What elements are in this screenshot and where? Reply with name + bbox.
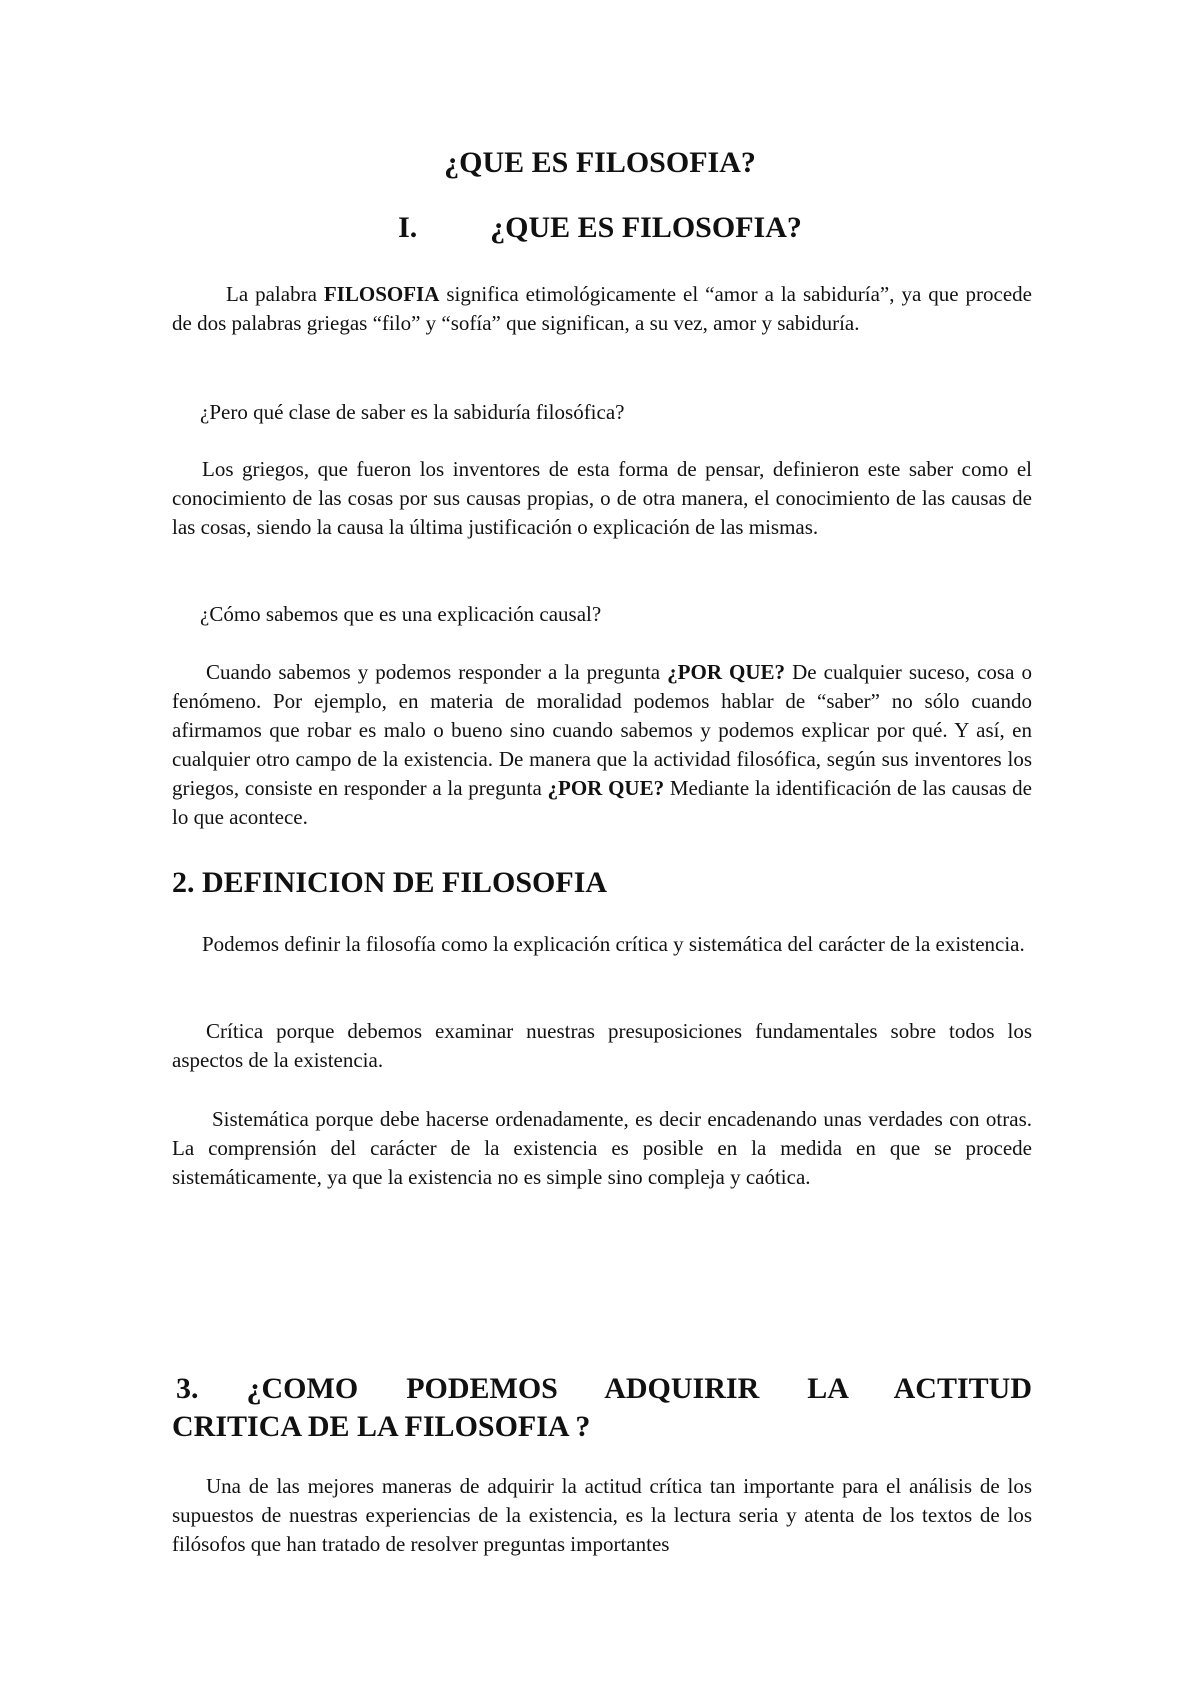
paragraph-text: La palabra [226, 282, 324, 306]
document-title: ¿QUE ES FILOSOFIA? [444, 146, 756, 179]
section-2-paragraph-3: Sistemática porque debe hacerse ordenadamente, es decir encadenando unas verdades con otras. La comprensión del carácter de la existencia es posible en la medida en que se procede sistemáticamente, ya que la existencia no es simple sino compleja y caótica. [172, 1107, 1032, 1189]
section-3-paragraph-1: Una de las mejores maneras de adquirir la actitud crítica tan importante para el análisis de los supuestos de nuestras experiencias de la existencia, es la lectura seria y atenta de los textos de los filósofos que han tratado de resolver preguntas importantes [172, 1474, 1032, 1556]
section-1-paragraph-2: Los griegos, que fueron los inventores de esta forma de pensar, definieron este saber como el conocimiento de las cosas por sus causas propias, o de otra manera, el conocimiento de las causas de las cosas, siendo la causa la última justificación o explicación de las mismas. [172, 457, 1032, 539]
paragraph-text: De cualquier suceso, cosa o fenómeno. Por ejemplo, en materia de moralidad podemos hablar de “saber” no sólo cuando afirmamos que robar es malo o bueno sino cuando sabemos y podemos explicar por qué. Y así, en cualquier otro campo de la existencia. De manera que la actividad filosófica, según sus inventores los griegos, consiste en responder a la pregunta [172, 660, 1032, 800]
section-1-heading [0, 210, 1200, 246]
bold-phrase-por-que: ¿POR QUE? [547, 776, 665, 800]
bold-phrase-por-que: ¿POR QUE? [667, 660, 786, 684]
paragraph-text: Cuando sabemos y podemos responder a la pregunta [206, 660, 668, 684]
paragraph-text: significa etimológicamente el “amor a la sabiduría”, ya que procede de dos palabras griegas “filo” y “sofía” que significan, a su vez, amor y sabiduría. [172, 282, 1032, 335]
section-2-paragraph-1: Podemos definir la filosofía como la explicación crítica y sistemática del carácter de la existencia. [202, 932, 1025, 956]
paragraph-text: Mediante la identificación de las causas de lo que acontece. [172, 776, 1033, 829]
section-1-paragraph-1 [172, 280, 1032, 338]
section-3-heading-line-2: CRITICA DE LA FILOSOFIA ? [172, 1410, 591, 1443]
section-3-heading-line-1: 3. ¿COMO PODEMOS ADQUIRIR LA ACTITUD [176, 1372, 1032, 1405]
section-1-heading-text: ¿QUE ES FILOSOFIA? [490, 211, 802, 244]
section-1-number: I. [398, 211, 418, 244]
section-2-heading: 2. DEFINICION DE FILOSOFIA [172, 866, 608, 899]
bold-term-filosofia: FILOSOFIA [323, 282, 440, 306]
section-1-question-2: ¿Cómo sabemos que es una explicación causal? [200, 602, 602, 626]
section-3-heading [172, 1370, 1032, 1446]
section-2-paragraph-2: Crítica porque debemos examinar nuestras presuposiciones fundamentales sobre todos los aspectos de la existencia. [172, 1019, 1032, 1072]
section-1-question-1: ¿Pero qué clase de saber es la sabiduría filosófica? [200, 400, 625, 424]
section-1-paragraph-3 [172, 658, 1032, 832]
